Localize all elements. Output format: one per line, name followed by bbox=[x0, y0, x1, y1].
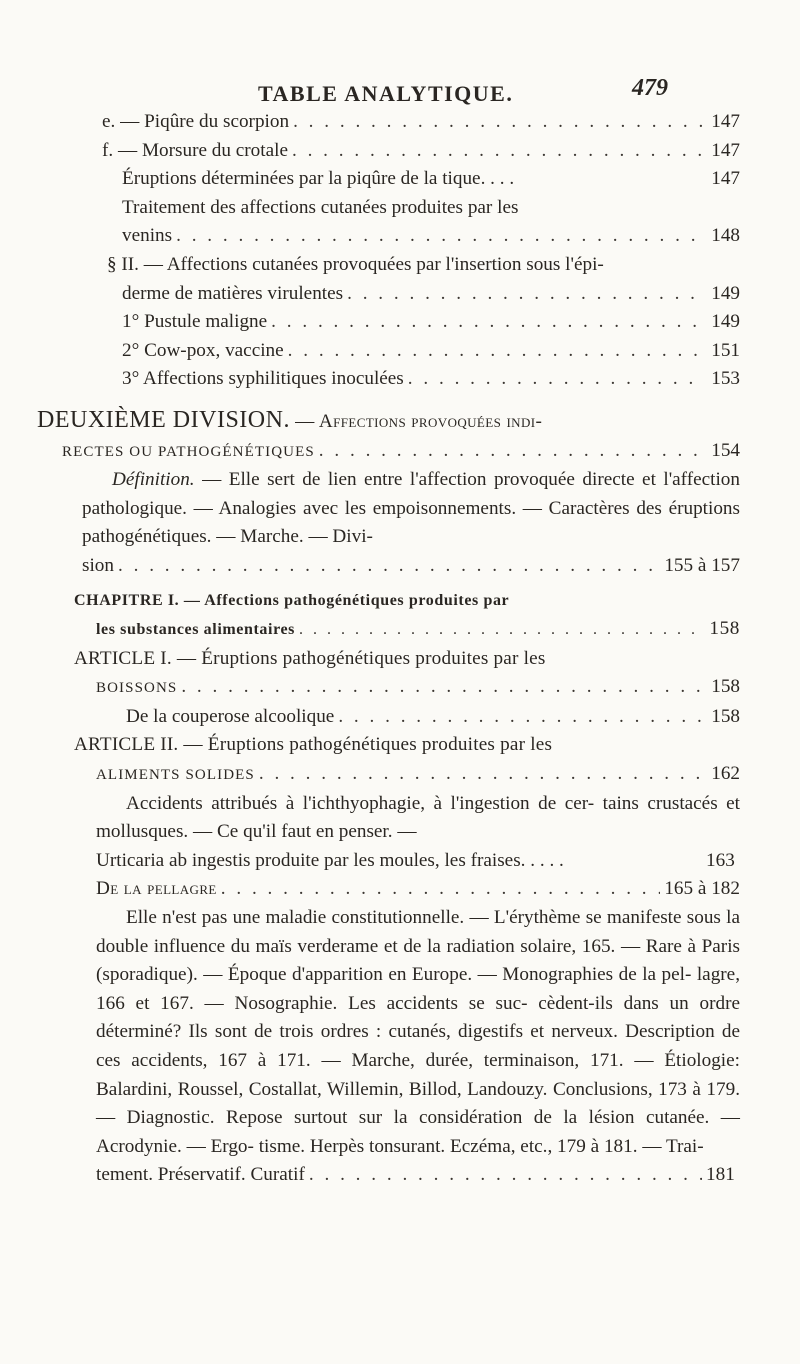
leader-dots bbox=[347, 280, 702, 309]
chapter-line1: CHAPITRE I. — Affections pathogénétiques produites par bbox=[74, 591, 510, 609]
entry-page: 163 bbox=[706, 849, 735, 871]
leader-dots bbox=[271, 308, 702, 337]
leader-dots bbox=[292, 137, 702, 166]
division-line2: RECTES OU PATHOGÉNÉTIQUES bbox=[62, 443, 315, 460]
chapter-line2: les substances alimentaires bbox=[96, 621, 296, 639]
entry-page: 153 bbox=[711, 368, 740, 390]
chapter-1-heading bbox=[62, 587, 740, 645]
toc-entry-cowpox bbox=[62, 337, 740, 366]
toc-entry-syphilis bbox=[62, 365, 740, 394]
pellagre-text: Elle n'est pas une maladie constitutionnelle. — L'érythème se manifeste sous la double influence du maïs verderame et de la radiation solaire, 165. — Rare à Paris (sporadique). — Époque d'apparition en Europe. — Monographies de la pel- lagre, 166 et 167. — Nosographie. Les accidents se suc- cèdent-ils dans un ordre déterminé? Ils sont de trois ordres : cutanés, digestifs et nerveux. Description de ces accidents, 167 à 171. — Marche, durée, terminaison, 171. — Étiologie: Balardini, Roussel, Costallat, Willemin, Billod, Landouzy. Conclusions, 173 à 179. — Diagnostic. Repose surtout sur la considération de la lésion cutanée. — Acrodynie. — Ergo- tisme. Herpès tonsurant. Eczéma, etc., 179 à 181. — Trai- bbox=[96, 907, 740, 1157]
division-title-main: DEUXIÈME DIVISION. bbox=[37, 406, 290, 433]
division-definition bbox=[62, 466, 740, 580]
toc-entry-scorpion bbox=[62, 108, 740, 137]
entry-label: 1° Pustule maligne bbox=[122, 311, 268, 333]
entry-last-line bbox=[96, 1161, 740, 1190]
leader-dots bbox=[299, 616, 702, 645]
leader-dots bbox=[181, 673, 702, 702]
entry-page: 147 bbox=[711, 168, 740, 190]
entry-label-line2: venins bbox=[122, 225, 173, 247]
leader-dots bbox=[338, 703, 702, 732]
entry-last-line bbox=[74, 673, 740, 703]
leader-dots bbox=[319, 437, 702, 466]
division-title bbox=[37, 406, 740, 437]
leader-dots bbox=[118, 552, 660, 581]
entry-label: Éruptions déterminées par la piqûre de la tique. . . . bbox=[122, 168, 515, 190]
entry-page: 155 à 157 bbox=[664, 554, 740, 576]
article-line2: ALIMENTS SOLIDES bbox=[96, 767, 255, 784]
article-2-heading bbox=[62, 731, 740, 789]
article-line2: BOISSONS bbox=[96, 680, 178, 697]
article-line1: ARTICLE I. — Éruptions pathogénétiques produites par les bbox=[74, 647, 546, 669]
entry-page: 154 bbox=[711, 439, 740, 461]
toc-entry-tique bbox=[62, 165, 740, 194]
entry-page: 158 bbox=[711, 705, 740, 727]
entry-label-line2: derme de matières virulentes bbox=[122, 282, 344, 304]
leader-dots bbox=[176, 222, 702, 251]
urticaria-label: Urticaria ab ingestis produite par les moules, les fraises. . . . . bbox=[96, 849, 564, 871]
toc-entry-section-2 bbox=[62, 251, 740, 308]
toc-entry-crotale bbox=[62, 137, 740, 166]
definition-text: — Elle sert de lien entre l'affection provoquée directe et l'affection pathologique. — Analogies avec les empoisonnements. — Caractères des éruptions pathogénétiques. — Marche. — Divi- bbox=[82, 469, 740, 548]
entry-page: 162 bbox=[711, 763, 740, 785]
entry-page: 158 bbox=[709, 618, 740, 640]
page-header bbox=[0, 72, 800, 112]
entry-last-line bbox=[74, 615, 740, 645]
pellagre-description bbox=[62, 904, 740, 1190]
entry-page: 147 bbox=[711, 111, 740, 132]
leader-dots bbox=[259, 760, 702, 789]
article-2-description bbox=[62, 790, 740, 876]
definition-label: Définition. bbox=[112, 469, 195, 491]
table-of-contents bbox=[37, 108, 740, 1190]
entry-last-line bbox=[37, 437, 740, 467]
entry-page: 181 bbox=[706, 1164, 735, 1186]
accidents-text: Accidents attribués à l'ichthyophagie, à l'ingestion de cer- tains crustacés et mollusques. — Ce qu'il faut en penser. — bbox=[96, 792, 740, 843]
running-title: TABLE ANALYTIQUE. bbox=[258, 81, 514, 106]
entry-page: 147 bbox=[711, 139, 740, 161]
entry-label: e. — Piqûre du scorpion bbox=[102, 111, 290, 132]
entry-last-line bbox=[107, 280, 740, 309]
entry-last-line bbox=[96, 847, 740, 876]
entry-page: 151 bbox=[711, 339, 740, 361]
entry-label: 2° Cow-pox, vaccine bbox=[122, 339, 284, 361]
entry-label: De la couperose alcoolique bbox=[126, 705, 335, 727]
entry-last-line bbox=[82, 552, 740, 581]
leader-dots bbox=[293, 108, 702, 137]
toc-entry-couperose bbox=[62, 703, 740, 732]
entry-page: 148 bbox=[711, 225, 740, 247]
article-1-heading bbox=[62, 645, 740, 703]
definition-last: sion bbox=[82, 554, 114, 576]
pellagre-last-label: tement. Préservatif. Curatif bbox=[96, 1164, 305, 1186]
leader-dots bbox=[221, 875, 661, 904]
division-heading bbox=[37, 406, 740, 466]
entry-page: 149 bbox=[711, 311, 740, 333]
entry-last-line bbox=[122, 222, 740, 251]
leader-dots bbox=[288, 337, 702, 366]
page-number: 479 bbox=[632, 75, 668, 101]
toc-entry-pellagre bbox=[62, 875, 740, 904]
entry-page: 158 bbox=[711, 676, 740, 698]
entry-label-line1: Traitement des affections cutanées produites par les bbox=[122, 196, 519, 218]
entry-label: De la pellagre bbox=[96, 878, 217, 900]
entry-page: 149 bbox=[711, 282, 740, 304]
division-title-rest: — Affections provoquées indi- bbox=[289, 410, 543, 432]
entry-last-line bbox=[74, 760, 740, 790]
leader-dots bbox=[309, 1161, 702, 1190]
entry-label: 3° Affections syphilitiques inoculées bbox=[122, 368, 404, 390]
entry-label-line1: § II. — Affections cutanées provoquées par l'insertion sous l'épi- bbox=[107, 253, 604, 275]
leader-dots bbox=[408, 365, 702, 394]
entry-label: f. — Morsure du crotale bbox=[102, 139, 288, 161]
article-line1: ARTICLE II. — Éruptions pathogénétiques produites par les bbox=[74, 734, 553, 756]
entry-page: 165 à 182 bbox=[664, 878, 740, 900]
toc-entry-traitement bbox=[62, 194, 740, 251]
toc-entry-pustule bbox=[62, 308, 740, 337]
